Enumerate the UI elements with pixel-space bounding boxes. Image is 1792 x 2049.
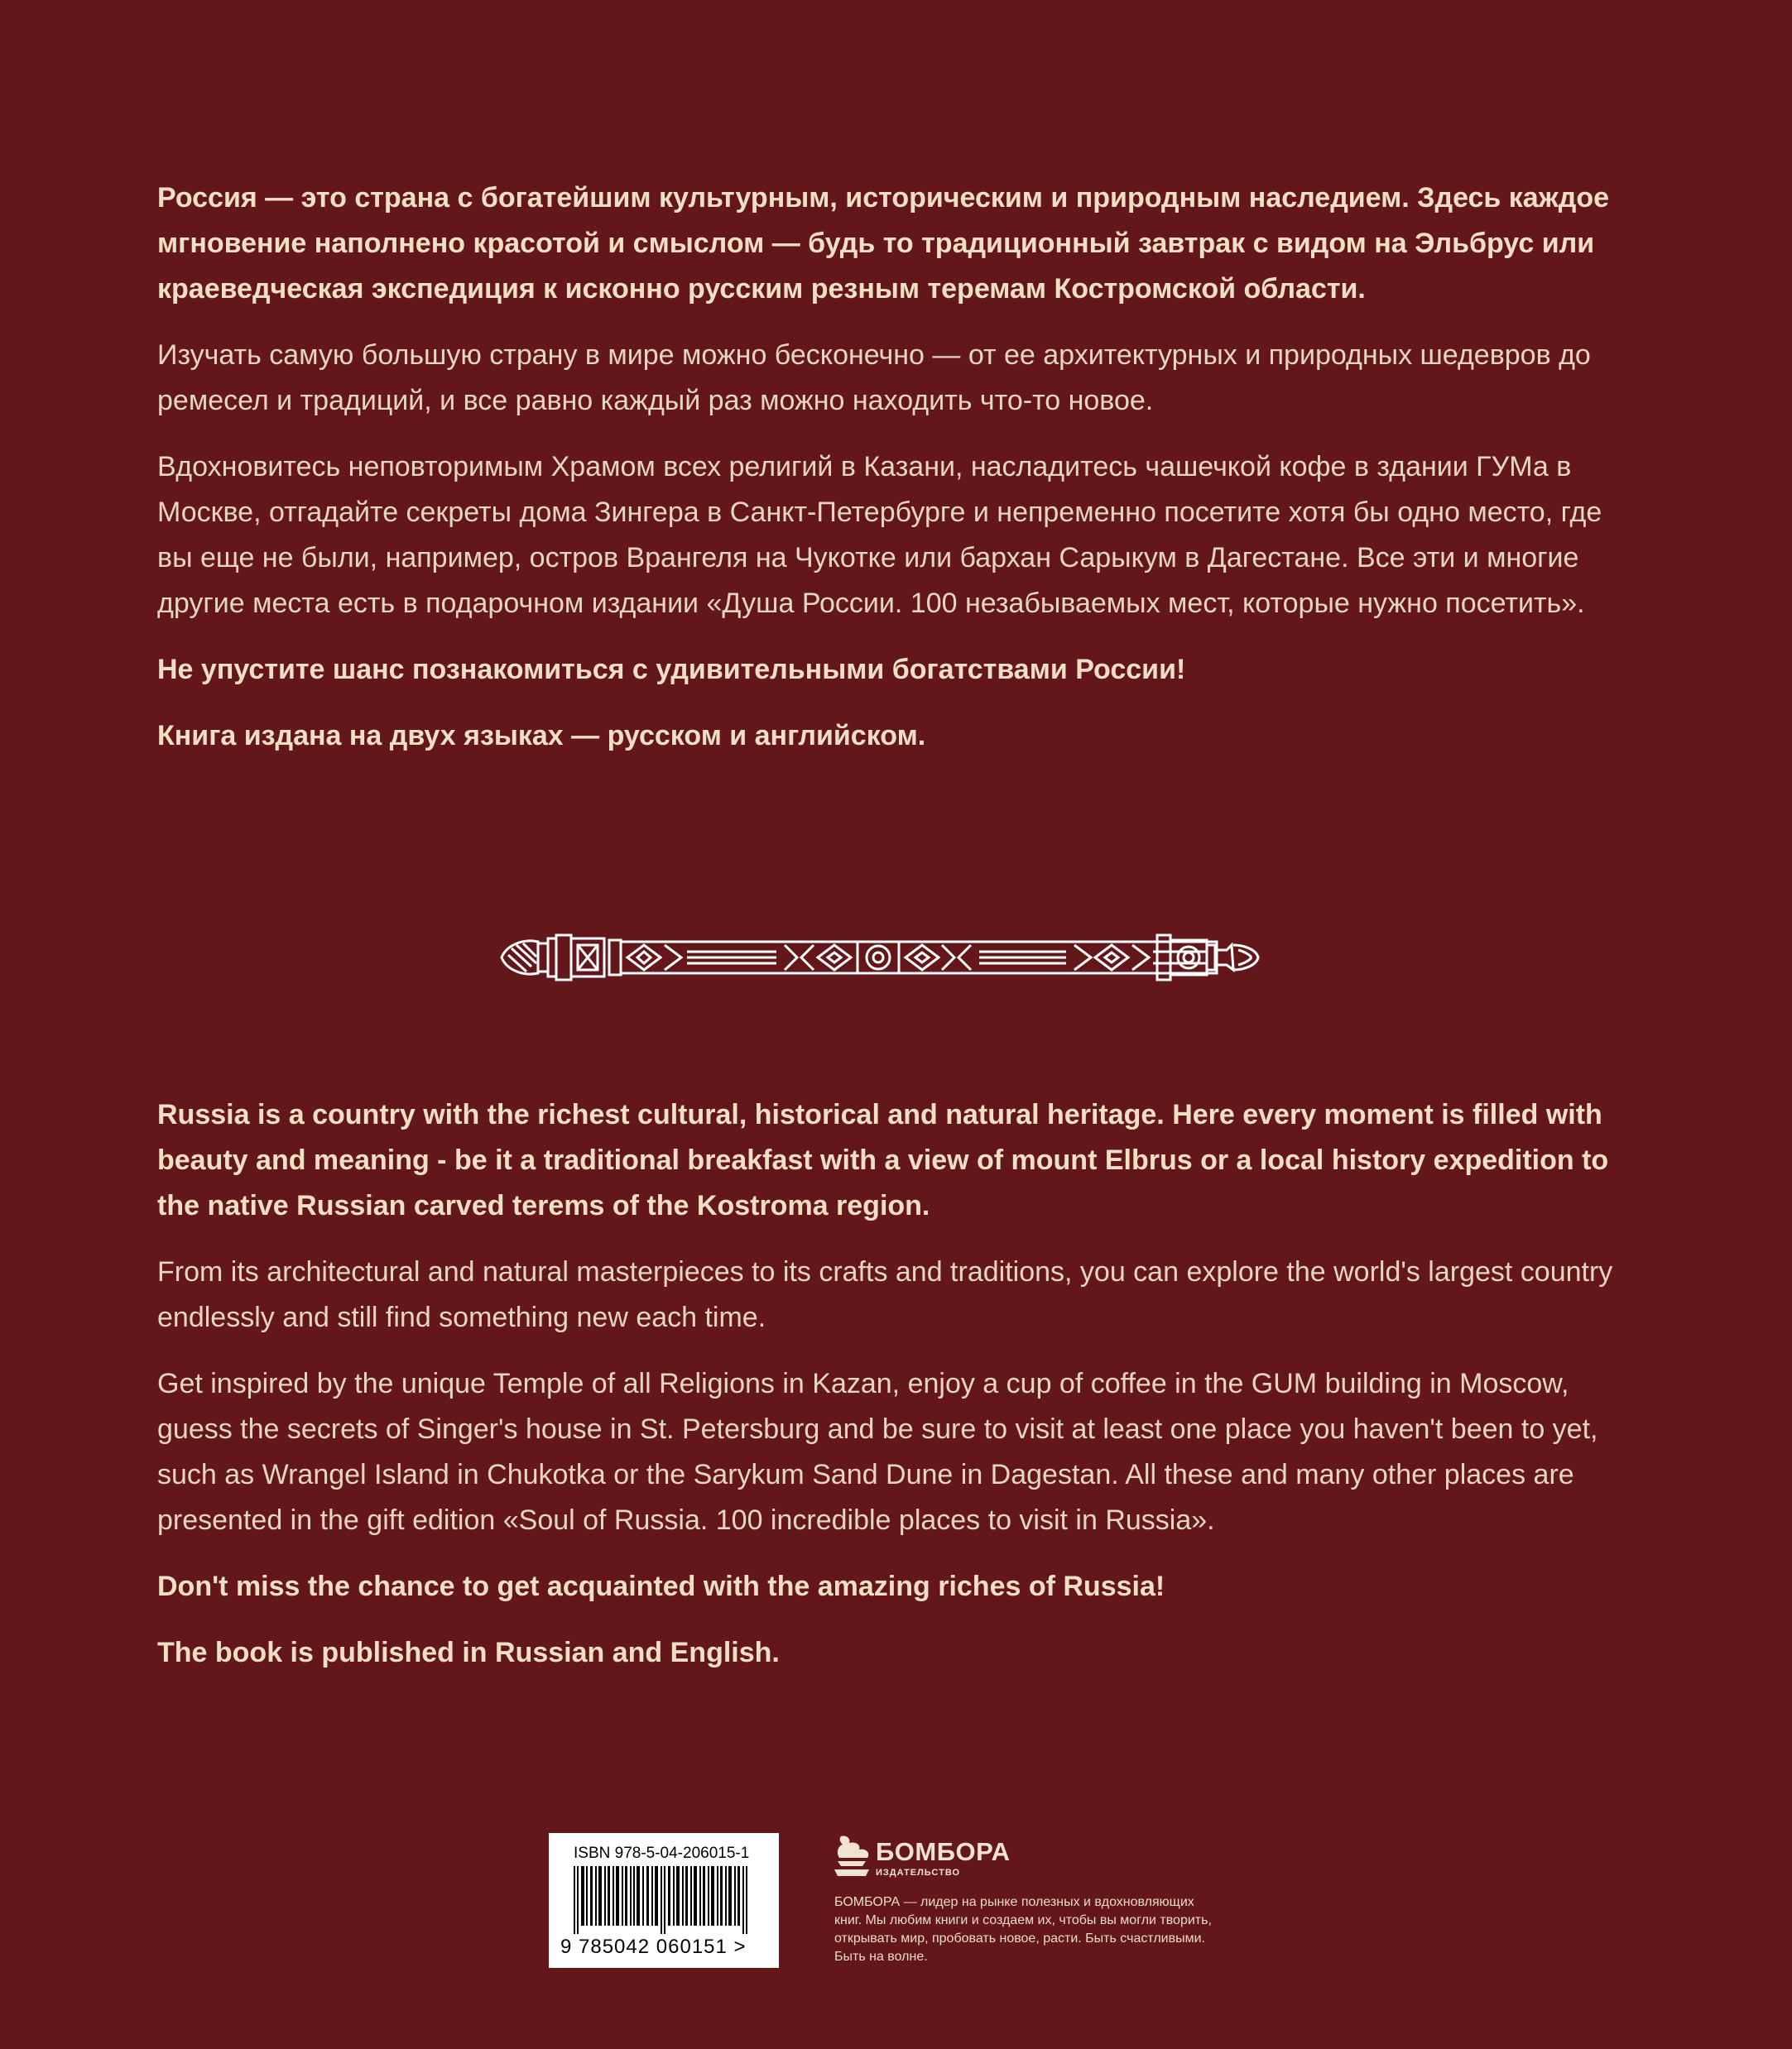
publisher-description: БОМБОРА — лидер на рынке полезных и вдохновляющих книг. Мы любим книги и создаем их, чтобы вы могли творить, открывать мир, пробовать новое, расти. Быть счастливыми. Быть на волне.	[834, 1895, 1212, 1964]
ornament-divider-icon	[495, 920, 1265, 995]
ru-paragraph-chance: Не упустите шанс познакомиться с удивительными богатствами России!	[157, 654, 1186, 685]
russian-description	[157, 175, 1639, 780]
isbn-number: ISBN 978-5-04-206015-1	[574, 1845, 750, 1862]
en-paragraph-explore: From its architectural and natural masterpieces to its crafts and traditions, you can explore the world's largest country endlessly and still find something new each time.	[157, 1256, 1613, 1333]
ru-paragraph-places: Вдохновитесь неповторимым Храмом всех религий в Казани, насладитесь чашечкой кофе в здании ГУМа в Москве, отгадайте секреты дома Зингера в Санкт-Петербурге и непременно посетите хотя бы одно место, где вы еще не были, например, остров Врангеля на Чукотке или бархан Сарыкум в Дагестане. Все эти и многие другие места есть в подарочном издании «Душа России. 100 незабываемых мест, которые нужно посетить».	[157, 451, 1602, 619]
bombora-logo-icon	[833, 1833, 872, 1883]
en-paragraph-places: Get inspired by the unique Temple of all Religions in Kazan, enjoy a cup of coffee in the GUM building in Moscow, guess the secrets of Singer's house in St. Petersburg and be sure to visit at least one place you haven't been to yet, such as Wrangel Island in Chukotka or the Sarykum Sand Dune in Dagestan. All these and many other places are presented in the gift edition «Soul of Russia. 100 incredible places to visit in Russia».	[157, 1368, 1598, 1536]
english-description	[157, 1092, 1639, 1696]
publisher-name: БОМБОРА	[876, 1837, 1011, 1866]
publisher-subtitle: ИЗДАТЕЛЬСТВО	[876, 1868, 961, 1878]
isbn-barcode	[549, 1833, 779, 1968]
ru-paragraph-languages: Книга издана на двух языках — русском и английском.	[157, 720, 926, 751]
en-paragraph-intro: Russia is a country with the richest cultural, historical and natural heritage. Here every moment is filled with beauty and meaning - be it a traditional breakfast with a view of mount Elbrus or a local history expedition to the native Russian carved terems of the Kostroma region.	[157, 1099, 1609, 1221]
en-paragraph-languages: The book is published in Russian and English.	[157, 1637, 780, 1668]
ru-paragraph-explore: Изучать самую большую страну в мире можно бесконечно — от ее архитектурных и природных шедевров до ремесел и традиций, и все равно каждый раз можно находить что-то новое.	[157, 339, 1591, 416]
en-paragraph-chance: Don't miss the chance to get acquainted with the amazing riches of Russia!	[157, 1571, 1165, 1602]
ru-paragraph-intro: Россия — это страна с богатейшим культурным, историческим и природным наследием. Здесь каждое мгновение наполнено красотой и смыслом — будь то традиционный завтрак с видом на Эльбрус или краеведческая экспедиция к исконно русским резным теремам Костромской области.	[157, 182, 1610, 305]
barcode-icon	[574, 1866, 756, 1934]
barcode-digits: 9 785042 060151 >	[560, 1936, 747, 1958]
